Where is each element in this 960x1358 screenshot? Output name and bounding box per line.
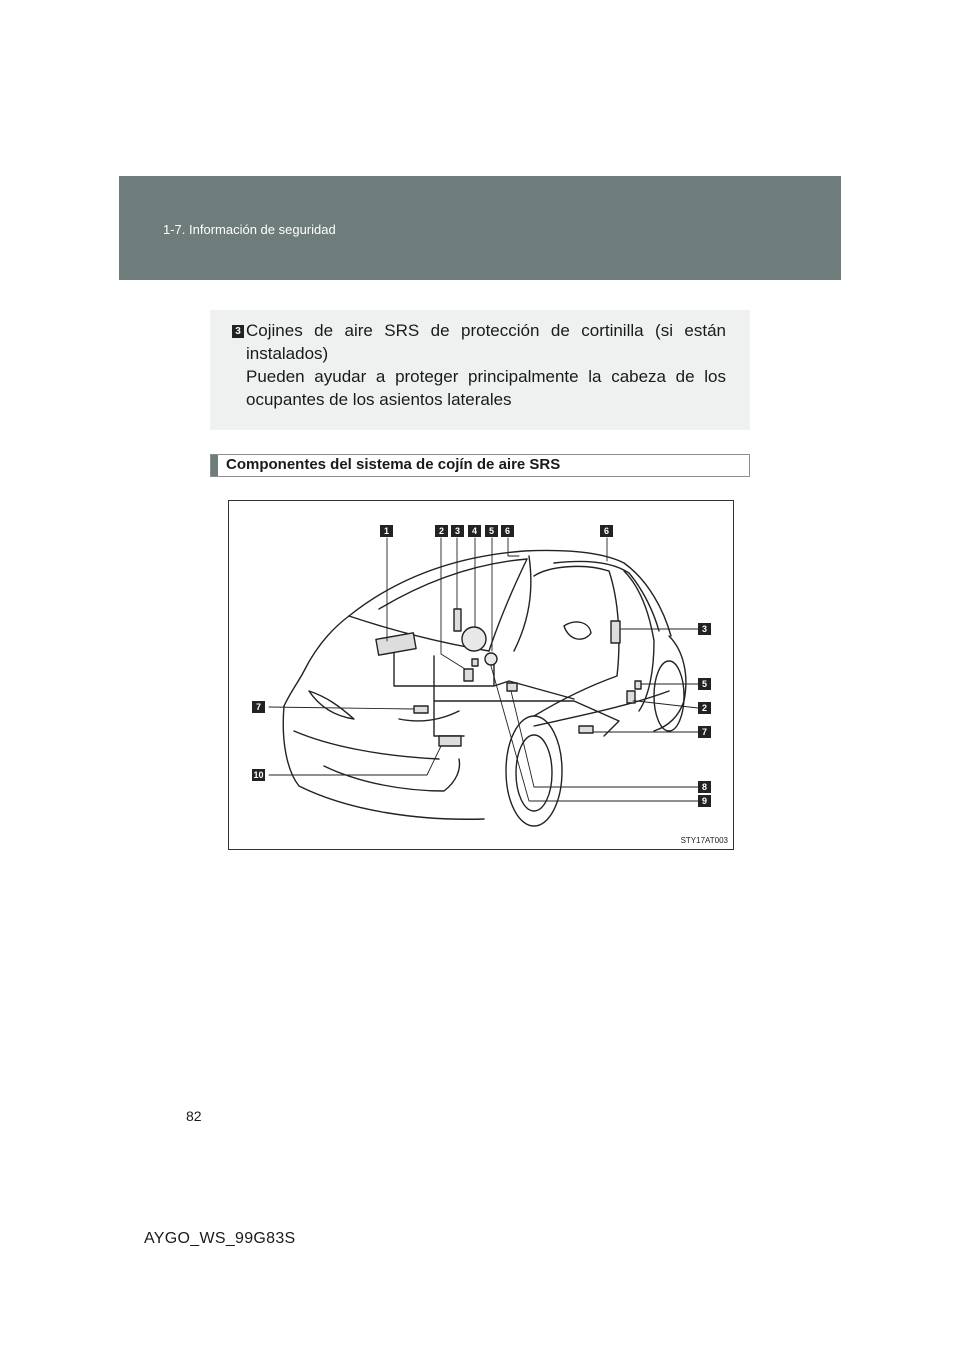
subheading (210, 454, 750, 477)
label-top-4: 4 (468, 525, 481, 537)
car-headlight-right (399, 711, 459, 721)
component-dash (439, 736, 461, 746)
label-top-6: 6 (501, 525, 514, 537)
car-a-pillar (489, 559, 527, 651)
label-right-5: 5 (698, 678, 711, 690)
label-top-6b: 6 (600, 525, 613, 537)
car-mirror (564, 622, 591, 639)
car-roof-rail (379, 559, 527, 609)
label-right-7: 7 (698, 726, 711, 738)
label-top-2: 2 (435, 525, 448, 537)
car-door-rear (624, 571, 654, 711)
page-number: 82 (186, 1108, 202, 1124)
info-line: ocupantes de los asientos laterales (246, 390, 512, 409)
label-top-3: 3 (451, 525, 464, 537)
airbag-diagram (228, 500, 734, 850)
car-front (283, 706, 484, 819)
label-right-8: 8 (698, 781, 711, 793)
sensor-rear-right (635, 681, 641, 689)
buckle-sensor (472, 659, 478, 666)
info-text (246, 319, 726, 411)
wiring-harness (394, 651, 619, 736)
label-top-1: 1 (380, 525, 393, 537)
passenger-airbag (485, 653, 497, 665)
label-left-7: 7 (252, 701, 265, 713)
car-front-wheel (506, 716, 562, 826)
pretensioner (464, 669, 473, 681)
info-line: instalados) (246, 344, 329, 363)
sensor-front-right (579, 726, 593, 733)
car-side-rail (554, 561, 659, 631)
side-module (507, 683, 517, 691)
car-headlight-left (309, 691, 354, 719)
car-rocker (534, 691, 669, 726)
car-grille-top (294, 731, 439, 759)
car-rear-wheel (654, 661, 684, 731)
label-top-5: 5 (485, 525, 498, 537)
side-airbag-right (611, 621, 620, 643)
info-line: Pueden ayudar a proteger principalmente la cabeza de los (246, 367, 726, 386)
leader-lines (269, 538, 698, 801)
info-line: Cojines de aire SRS de protección de cortinilla (si están (246, 321, 726, 340)
subheading-bar (211, 455, 218, 476)
footer-code: AYGO_WS_99G83S (144, 1230, 296, 1247)
car-illustration (229, 501, 733, 849)
label-right-3: 3 (698, 623, 711, 635)
car-roof (349, 551, 671, 637)
car-hood (284, 616, 349, 706)
label-right-9: 9 (698, 795, 711, 807)
diagram-code: STY17AT003 (680, 836, 728, 845)
subheading-text: Componentes del sistema de cojín de aire SRS (226, 456, 561, 473)
sensor-front-left (414, 706, 428, 713)
label-right-2: 2 (698, 702, 711, 714)
section-title: 1-7. Información de seguridad (163, 222, 336, 237)
curtain-module (454, 609, 461, 631)
srs-ecu (376, 633, 416, 655)
info-badge: 3 (232, 325, 244, 338)
label-left-10: 10 (253, 770, 264, 780)
steering-airbag (462, 627, 486, 651)
car-door-front (534, 566, 619, 716)
